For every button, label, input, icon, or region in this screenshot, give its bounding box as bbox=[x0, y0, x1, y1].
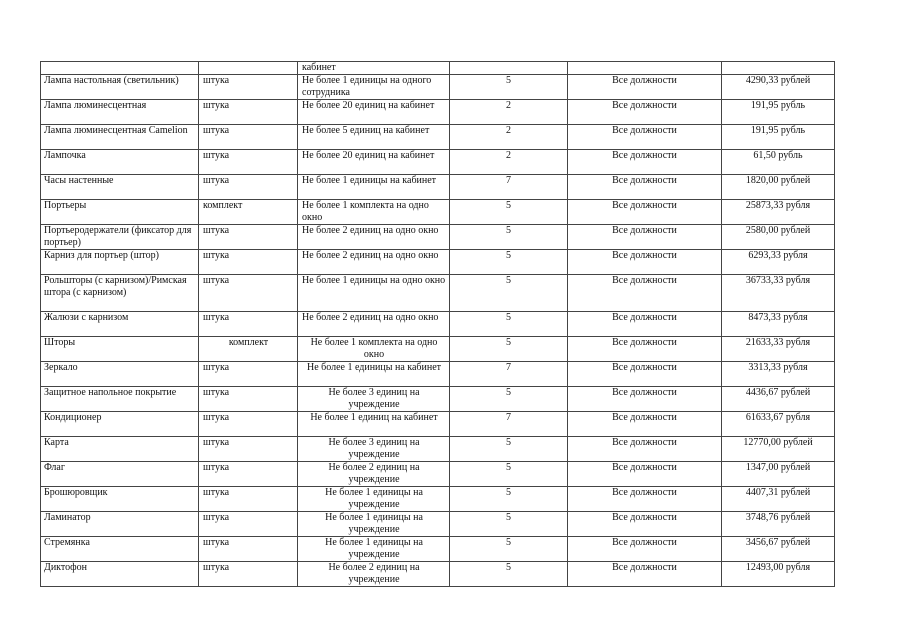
cell-term: 7 bbox=[450, 362, 568, 387]
cell-position: Все должности bbox=[568, 337, 722, 362]
cell-term: 2 bbox=[450, 150, 568, 175]
cell-name: Портьеры bbox=[41, 200, 199, 225]
cell-position: Все должности bbox=[568, 275, 722, 312]
cell-position: Все должности bbox=[568, 250, 722, 275]
table-row bbox=[41, 275, 835, 312]
cell-position: Все должности bbox=[568, 225, 722, 250]
cell-term: 5 bbox=[450, 387, 568, 412]
cell-name: Шторы bbox=[41, 337, 199, 362]
cell-price: 8473,33 рубля bbox=[722, 312, 835, 337]
cell-name bbox=[41, 62, 199, 75]
cell-unit: штука bbox=[199, 387, 298, 412]
cell-name: Лампочка bbox=[41, 150, 199, 175]
cell-position: Все должности bbox=[568, 437, 722, 462]
table-row bbox=[41, 100, 835, 125]
cell-term: 2 bbox=[450, 100, 568, 125]
cell-unit: штука bbox=[199, 462, 298, 487]
cell-note: Не более 1 единицы на кабинет bbox=[298, 175, 450, 200]
cell-term: 5 bbox=[450, 75, 568, 100]
cell-unit: штука bbox=[199, 100, 298, 125]
cell-name: Лампа настольная (светильник) bbox=[41, 75, 199, 100]
cell-note: Не более 20 единиц на кабинет bbox=[298, 100, 450, 125]
cell-unit bbox=[199, 62, 298, 75]
cell-term: 5 bbox=[450, 487, 568, 512]
cell-note: Не более 5 единиц на кабинет bbox=[298, 125, 450, 150]
cell-price: 4407,31 рублей bbox=[722, 487, 835, 512]
cell-unit: штука bbox=[199, 150, 298, 175]
cell-name: Кондиционер bbox=[41, 412, 199, 437]
cell-name: Диктофон bbox=[41, 562, 199, 587]
cell-position: Все должности bbox=[568, 512, 722, 537]
cell-position: Все должности bbox=[568, 387, 722, 412]
table-row bbox=[41, 175, 835, 200]
cell-unit: штука bbox=[199, 312, 298, 337]
cell-note: Не более 20 единиц на кабинет bbox=[298, 150, 450, 175]
cell-unit: штука bbox=[199, 437, 298, 462]
cell-position: Все должности bbox=[568, 175, 722, 200]
cell-unit: штука bbox=[199, 75, 298, 100]
cell-note: Не более 2 единиц на одно окно bbox=[298, 312, 450, 337]
cell-unit: штука bbox=[199, 225, 298, 250]
cell-price: 3456,67 рублей bbox=[722, 537, 835, 562]
table-row bbox=[41, 387, 835, 412]
cell-term: 5 bbox=[450, 437, 568, 462]
norms-table bbox=[40, 61, 835, 587]
cell-position: Все должности bbox=[568, 150, 722, 175]
cell-position: Все должности bbox=[568, 562, 722, 587]
cell-name: Брошюровщик bbox=[41, 487, 199, 512]
cell-term: 5 bbox=[450, 537, 568, 562]
cell-position: Все должности bbox=[568, 412, 722, 437]
cell-term: 5 bbox=[450, 512, 568, 537]
cell-price: 3313,33 рубля bbox=[722, 362, 835, 387]
cell-note: Не более 1 единицы на кабинет bbox=[298, 362, 450, 387]
table-row bbox=[41, 225, 835, 250]
cell-price: 21633,33 рубля bbox=[722, 337, 835, 362]
cell-term: 7 bbox=[450, 412, 568, 437]
cell-name: Карниз для портьер (штор) bbox=[41, 250, 199, 275]
cell-unit: комплект bbox=[199, 200, 298, 225]
cell-unit: штука bbox=[199, 487, 298, 512]
cell-term: 5 bbox=[450, 250, 568, 275]
cell-term: 5 bbox=[450, 225, 568, 250]
table-row bbox=[41, 125, 835, 150]
cell-price: 2580,00 рублей bbox=[722, 225, 835, 250]
cell-term bbox=[450, 62, 568, 75]
cell-note: Не более 1 единицы на учреждение bbox=[298, 537, 450, 562]
table-row bbox=[41, 250, 835, 275]
table-row bbox=[41, 312, 835, 337]
cell-price: 4290,33 рублей bbox=[722, 75, 835, 100]
cell-price: 191,95 рубль bbox=[722, 100, 835, 125]
table-row bbox=[41, 62, 835, 75]
cell-note: Не более 2 единиц на одно окно bbox=[298, 250, 450, 275]
cell-name: Жалюзи с карнизом bbox=[41, 312, 199, 337]
cell-note: Не более 1 комплекта на одно окно bbox=[298, 200, 450, 225]
cell-price: 12493,00 рубля bbox=[722, 562, 835, 587]
cell-note: Не более 1 единицы на одно окно bbox=[298, 275, 450, 312]
cell-name: Часы настенные bbox=[41, 175, 199, 200]
table-row bbox=[41, 537, 835, 562]
cell-term: 2 bbox=[450, 125, 568, 150]
table-row bbox=[41, 412, 835, 437]
cell-name: Флаг bbox=[41, 462, 199, 487]
cell-name: Лампа люминесцентная bbox=[41, 100, 199, 125]
cell-price: 3748,76 рублей bbox=[722, 512, 835, 537]
table-row bbox=[41, 462, 835, 487]
cell-note: Не более 2 единиц на учреждение bbox=[298, 562, 450, 587]
cell-term: 5 bbox=[450, 200, 568, 225]
cell-position: Все должности bbox=[568, 312, 722, 337]
cell-position: Все должности bbox=[568, 462, 722, 487]
cell-price: 25873,33 рубля bbox=[722, 200, 835, 225]
table-body bbox=[41, 62, 835, 587]
cell-note: Не более 3 единиц на учреждение bbox=[298, 387, 450, 412]
cell-unit: штука bbox=[199, 250, 298, 275]
table-row bbox=[41, 200, 835, 225]
cell-price: 191,95 рубль bbox=[722, 125, 835, 150]
cell-note: Не более 1 комплекта на одно окно bbox=[298, 337, 450, 362]
cell-term: 7 bbox=[450, 175, 568, 200]
cell-note: кабинет bbox=[298, 62, 450, 75]
cell-position: Все должности bbox=[568, 100, 722, 125]
cell-name: Зеркало bbox=[41, 362, 199, 387]
cell-position: Все должности bbox=[568, 537, 722, 562]
cell-note: Не более 1 единицы на одного сотрудника bbox=[298, 75, 450, 100]
cell-position: Все должности bbox=[568, 487, 722, 512]
cell-price: 4436,67 рублей bbox=[722, 387, 835, 412]
table-row bbox=[41, 362, 835, 387]
cell-price: 36733,33 рубля bbox=[722, 275, 835, 312]
cell-name: Защитное напольное покрытие bbox=[41, 387, 199, 412]
cell-name: Рольшторы (с карнизом)/Римская штора (с карнизом) bbox=[41, 275, 199, 312]
cell-price: 61,50 рубль bbox=[722, 150, 835, 175]
table-row bbox=[41, 512, 835, 537]
table-row bbox=[41, 75, 835, 100]
cell-position: Все должности bbox=[568, 200, 722, 225]
cell-unit: штука bbox=[199, 125, 298, 150]
cell-note: Не более 3 единиц на учреждение bbox=[298, 437, 450, 462]
cell-name: Стремянка bbox=[41, 537, 199, 562]
cell-name: Портьеродержатели (фиксатор для портьер) bbox=[41, 225, 199, 250]
cell-position: Все должности bbox=[568, 362, 722, 387]
cell-term: 5 bbox=[450, 562, 568, 587]
cell-unit: штука bbox=[199, 412, 298, 437]
cell-unit: комплект bbox=[199, 337, 298, 362]
table-row bbox=[41, 150, 835, 175]
cell-unit: штука bbox=[199, 537, 298, 562]
cell-unit: штука bbox=[199, 562, 298, 587]
cell-price: 6293,33 рубля bbox=[722, 250, 835, 275]
cell-price: 12770,00 рублей bbox=[722, 437, 835, 462]
cell-note: Не более 1 единиц на кабинет bbox=[298, 412, 450, 437]
cell-position bbox=[568, 62, 722, 75]
cell-unit: штука bbox=[199, 275, 298, 312]
cell-name: Лампа люминесцентная Camelion bbox=[41, 125, 199, 150]
cell-name: Ламинатор bbox=[41, 512, 199, 537]
cell-unit: штука bbox=[199, 362, 298, 387]
cell-price: 1347,00 рублей bbox=[722, 462, 835, 487]
table-row bbox=[41, 487, 835, 512]
cell-term: 5 bbox=[450, 275, 568, 312]
cell-position: Все должности bbox=[568, 125, 722, 150]
cell-position: Все должности bbox=[568, 75, 722, 100]
cell-note: Не более 2 единиц на одно окно bbox=[298, 225, 450, 250]
cell-price bbox=[722, 62, 835, 75]
cell-unit: штука bbox=[199, 512, 298, 537]
cell-name: Карта bbox=[41, 437, 199, 462]
cell-note: Не более 1 единицы на учреждение bbox=[298, 487, 450, 512]
table-row bbox=[41, 337, 835, 362]
cell-term: 5 bbox=[450, 312, 568, 337]
cell-unit: штука bbox=[199, 175, 298, 200]
cell-price: 1820,00 рублей bbox=[722, 175, 835, 200]
table-row bbox=[41, 562, 835, 587]
cell-note: Не более 2 единиц на учреждение bbox=[298, 462, 450, 487]
cell-term: 5 bbox=[450, 337, 568, 362]
cell-note: Не более 1 единицы на учреждение bbox=[298, 512, 450, 537]
cell-price: 61633,67 рубля bbox=[722, 412, 835, 437]
cell-term: 5 bbox=[450, 462, 568, 487]
table-row bbox=[41, 437, 835, 462]
